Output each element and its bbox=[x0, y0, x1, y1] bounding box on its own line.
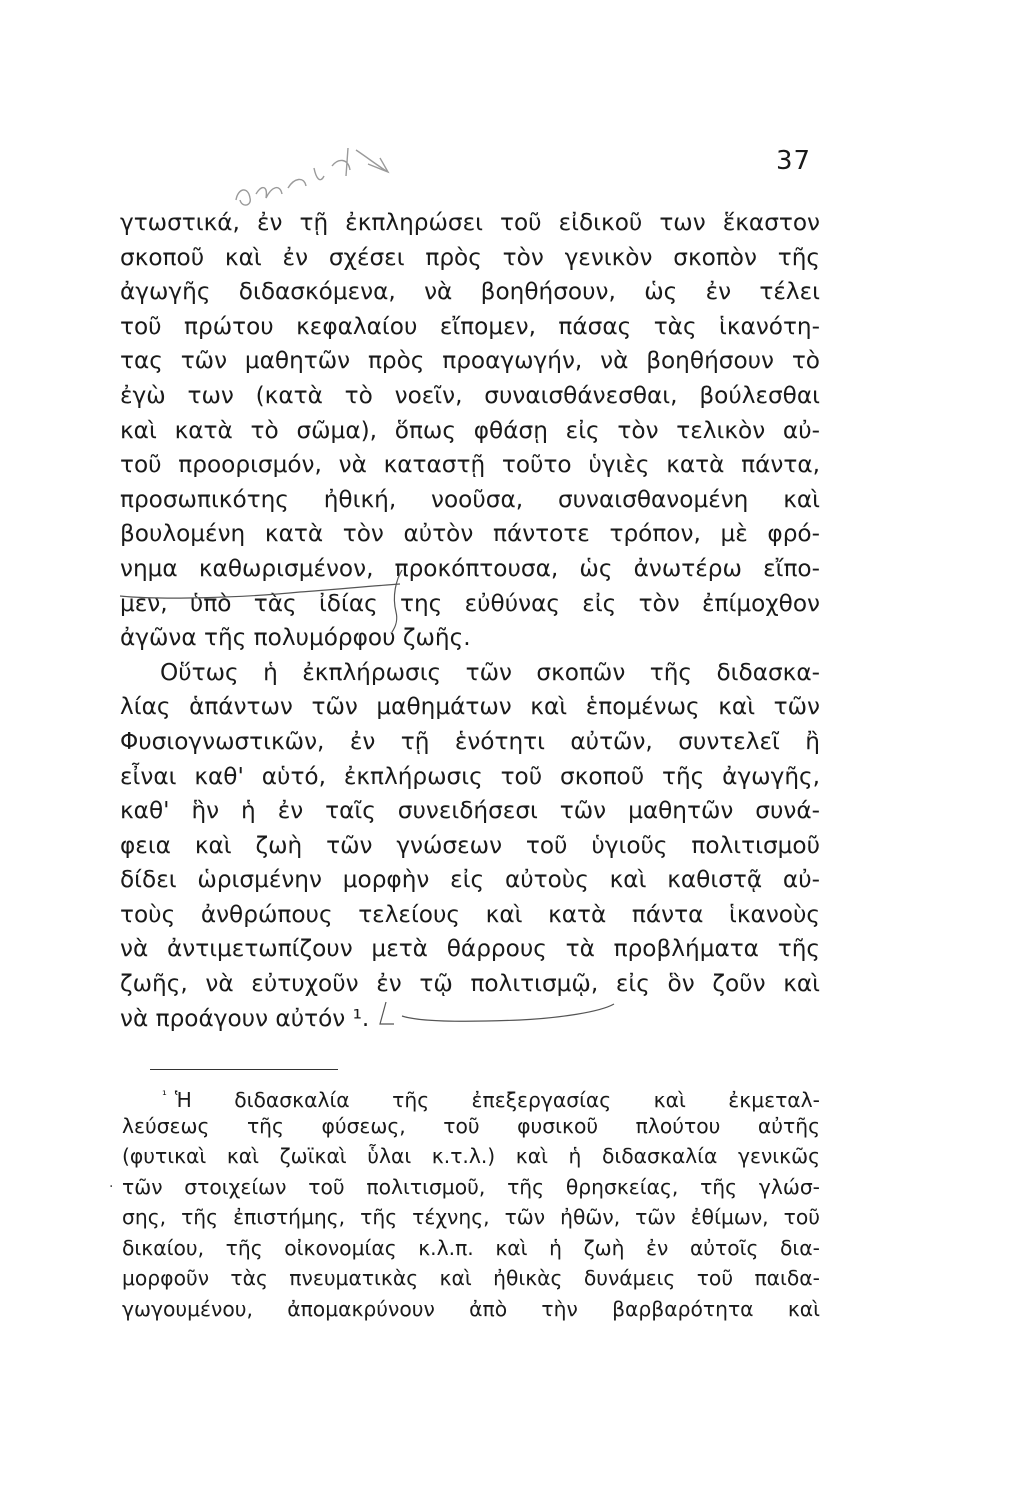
text-line: ἀγωγῆς διδασκόμενα, νὰ βοηθήσουν, ὡς ἐν τέλει bbox=[120, 278, 820, 306]
text-line: δίδει ὡρισμένην μορφὴν εἰς αὐτοὺς καὶ καθιστᾷ αὐ- bbox=[120, 866, 820, 894]
footnote-separator bbox=[150, 1069, 338, 1070]
footnote-line: λεύσεως τῆς φύσεως, τοῦ φυσικοῦ πλούτου αὐτῆς bbox=[122, 1113, 820, 1138]
text-line: τας τῶν μαθητῶν πρὸς προαγωγήν, νὰ βοηθήσουν τὸ bbox=[120, 347, 820, 375]
text-line: Φυσιογνωστικῶν, ἐν τῇ ἑνότητι αὐτῶν, συντελεῖ ἢ bbox=[120, 727, 820, 755]
text-line: τοὺς ἀνθρώπους τελείους καὶ κατὰ πάντα ἱκανοὺς bbox=[120, 900, 820, 928]
footnote-line: γωγουμένου, ἀπομακρύνουν ἀπὸ τὴν βαρβαρότητα καὶ bbox=[122, 1296, 820, 1321]
margin-dot: · bbox=[109, 1179, 114, 1195]
footnote-line-text: Ἡ διδασκαλία τῆς ἐπεξεργασίας καὶ ἐκμεταλ- bbox=[174, 1088, 820, 1112]
footnote-line bbox=[122, 1080, 820, 1111]
footnote-line: (φυτικαὶ καὶ ζωϊκαὶ ὗλαι κ.τ.λ.) καὶ ἡ διδασκαλία γενικῶς bbox=[122, 1144, 820, 1168]
footnote-line: δικαίου, τῆς οἰκονομίας κ.λ.π. καὶ ἡ ζωὴ ἐν αὐτοῖς δια- bbox=[122, 1235, 820, 1260]
footnote-line: σης, τῆς ἐπιστήμης, τῆς τέχνης, τῶν ἠθῶν, τῶν ἐθίμων, τοῦ bbox=[122, 1205, 820, 1229]
text-line: νημα καθωρισμένον, προκόπτουσα, ὡς ἀνωτέρω εἴπο- bbox=[120, 554, 820, 582]
text-line: μεν, ὑπὸ τὰς ἰδίας της εὐθύνας εἰς τὸν ἐπίμοχθον bbox=[120, 589, 820, 617]
text-line: λίας ἁπάντων τῶν μαθημάτων καὶ ἑπομένως καὶ τῶν bbox=[120, 693, 820, 721]
text-line: νὰ ἀντιμετωπίζουν μετὰ θάρρους τὰ προβλήματα τῆς bbox=[120, 935, 820, 963]
text-line: εἶναι καθ' αὑτό, ἐκπλήρωσις τοῦ σκοποῦ τῆς ἀγωγῆς, bbox=[120, 762, 820, 790]
footnote-marker: ¹ bbox=[162, 1088, 167, 1102]
footnote-block bbox=[122, 1080, 820, 1324]
text-line: ζωῆς, νὰ εὐτυχοῦν ἐν τῷ πολιτισμῷ, εἰς ὃν ζοῦν καὶ bbox=[120, 970, 820, 998]
text-line: καθ' ἣν ἡ ἐν ταῖς συνειδήσεσι τῶν μαθητῶν συνά- bbox=[120, 797, 820, 825]
footnote-line: τῶν στοιχείων τοῦ πολιτισμοῦ, τῆς θρησκείας, τῆς γλώσ- bbox=[122, 1174, 820, 1199]
text-line: βουλομένη κατὰ τὸν αὐτὸν πάντοτε τρόπον, μὲ φρό- bbox=[120, 520, 820, 548]
footnote-line: μορφοῦν τὰς πνευματικὰς καὶ ἠθικὰς δυνάμεις τοῦ παιδα- bbox=[122, 1266, 820, 1290]
page-number: 37 bbox=[776, 146, 812, 176]
text-line: καὶ κατὰ τὸ σῶμα), ὅπως φθάσῃ εἰς τὸν τελικὸν αὐ- bbox=[120, 416, 820, 444]
text-line: νὰ προάγουν αὐτόν ¹. bbox=[120, 1004, 370, 1032]
main-text-block bbox=[120, 206, 820, 1036]
text-line: σκοποῦ καὶ ἐν σχέσει πρὸς τὸν γενικὸν σκοπὸν τῆς bbox=[120, 243, 820, 271]
text-line: ἀγῶνα τῆς πολυμόρφου ζωῆς. bbox=[120, 624, 471, 652]
text-line: γτωστικά, ἐν τῇ ἐκπληρώσει τοῦ εἰδικοῦ των ἕκαστον bbox=[120, 209, 820, 236]
text-line: Οὕτως ἡ ἐκπλήρωσις τῶν σκοπῶν τῆς διδασκα- bbox=[160, 658, 820, 686]
text-line: φεια καὶ ζωὴ τῶν γνώσεων τοῦ ὑγιοῦς πολιτισμοῦ bbox=[120, 831, 820, 859]
text-line: τοῦ προορισμόν, νὰ καταστῇ τοῦτο ὑγιὲς κατὰ πάντα, bbox=[120, 451, 820, 479]
text-line: τοῦ πρώτου κεφαλαίου εἴπομεν, πάσας τὰς ἱκανότη- bbox=[120, 312, 820, 340]
text-line: προσωπικότης ἠθική, νοοῦσα, συναισθανομένη καὶ bbox=[120, 485, 820, 513]
handwritten-annotation bbox=[228, 128, 398, 218]
text-line: ἐγὼ των (κατὰ τὸ νοεῖν, συναισθάνεσθαι, βούλεσθαι bbox=[120, 381, 820, 409]
